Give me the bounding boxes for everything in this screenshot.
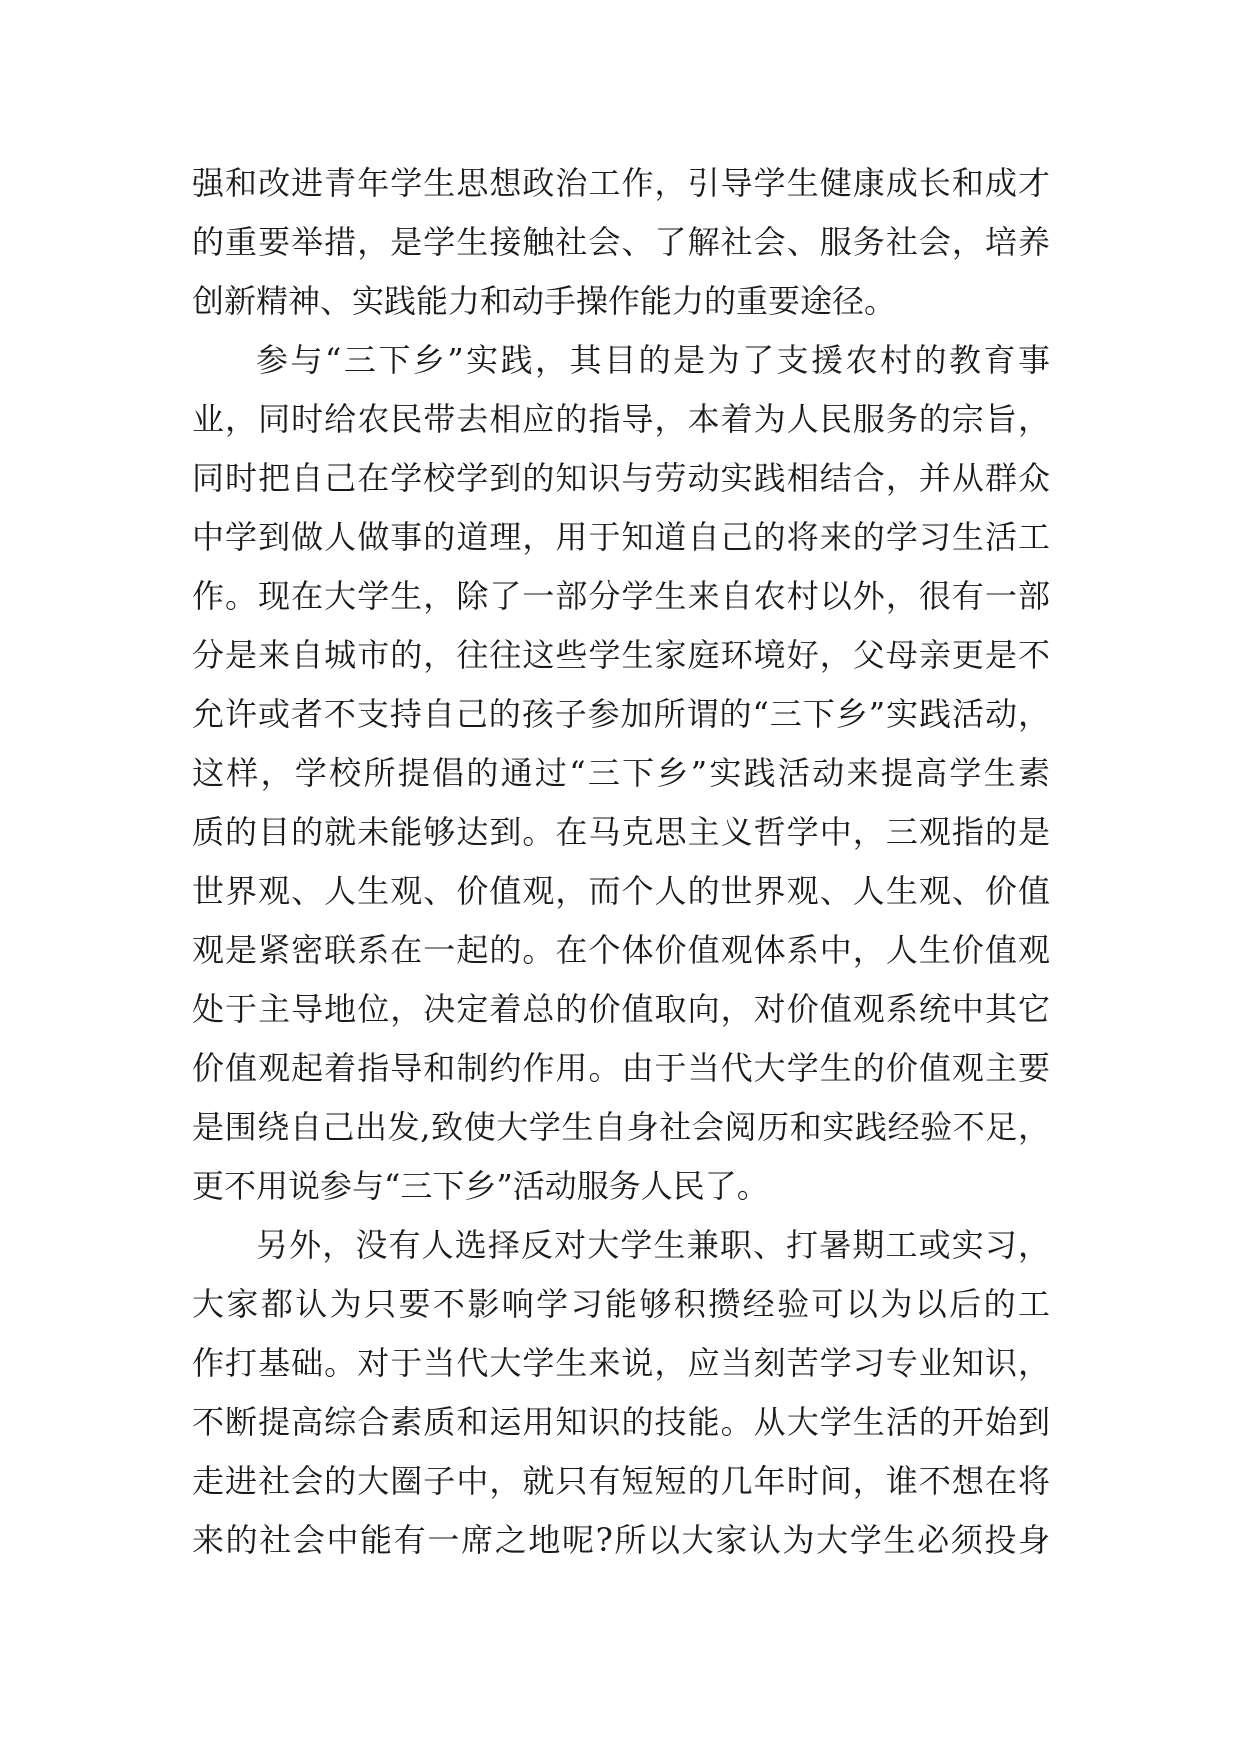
paragraph-1-line: 的重要举措，是学生接触社会、了解社会、服务社会，培养: [192, 223, 1050, 261]
paragraph-2-line: 质的目的就未能够达到。在马克思主义哲学中，三观指的是: [192, 813, 1050, 851]
document-body: [192, 154, 1050, 1570]
paragraph-2-line: 中学到做人做事的道理，用于知道自己的将来的学习生活工: [192, 518, 1050, 556]
paragraph-2-line: 分是来自城市的，往往这些学生家庭环境好，父母亲更是不: [192, 636, 1050, 674]
paragraph-3-line: 来的社会中能有一席之地呢?所以大家认为大学生必须投身: [192, 1521, 1050, 1559]
paragraph-2-line: 观是紧密联系在一起的。在个体价值观体系中，人生价值观: [192, 931, 1050, 969]
paragraph-1-line: 强和改进青年学生思想政治工作，引导学生健康成长和成才: [192, 164, 1050, 202]
paragraph-2-line: 允许或者不支持自己的孩子参加所谓的“三下乡”实践活动，: [192, 695, 1050, 733]
paragraph-2-line: 作。现在大学生，除了一部分学生来自农村以外，很有一部: [192, 577, 1050, 615]
paragraph-2-line: 处于主导地位，决定着总的价值取向，对价值观系统中其它: [192, 990, 1050, 1028]
paragraph-2-line: 世界观、人生观、价值观，而个人的世界观、人生观、价值: [192, 872, 1050, 910]
paragraph-3-line: 作打基础。对于当代大学生来说，应当刻苦学习专业知识，: [192, 1344, 1050, 1382]
paragraph-3-line: 另外，没有人选择反对大学生兼职、打暑期工或实习，: [256, 1226, 1050, 1264]
paragraph-2-line: 价值观起着指导和制约作用。由于当代大学生的价值观主要: [192, 1049, 1050, 1087]
paragraph-2-line: 这样，学校所提倡的通过“三下乡”实践活动来提高学生素: [192, 754, 1050, 792]
paragraph-2-line: 同时把自己在学校学到的知识与劳动实践相结合，并从群众: [192, 459, 1050, 497]
paragraph-1-line: 创新精神、实践能力和动手操作能力的重要途径。: [192, 282, 897, 320]
paragraph-3-line: 大家都认为只要不影响学习能够积攒经验可以为以后的工: [192, 1285, 1050, 1323]
paragraph-3-line: 走进社会的大圈子中，就只有短短的几年时间，谁不想在将: [192, 1462, 1050, 1500]
paragraph-2-line: 是围绕自己出发,致使大学生自身社会阅历和实践经验不足，: [192, 1108, 1050, 1146]
paragraph-3-line: 不断提高综合素质和运用知识的技能。从大学生活的开始到: [192, 1403, 1050, 1441]
paragraph-2-line: 参与“三下乡”实践，其目的是为了支援农村的教育事: [256, 341, 1050, 379]
paragraph-2-line: 业，同时给农民带去相应的指导，本着为人民服务的宗旨，: [192, 400, 1050, 438]
paragraph-2-line: 更不用说参与“三下乡”活动服务人民了。: [192, 1167, 769, 1205]
